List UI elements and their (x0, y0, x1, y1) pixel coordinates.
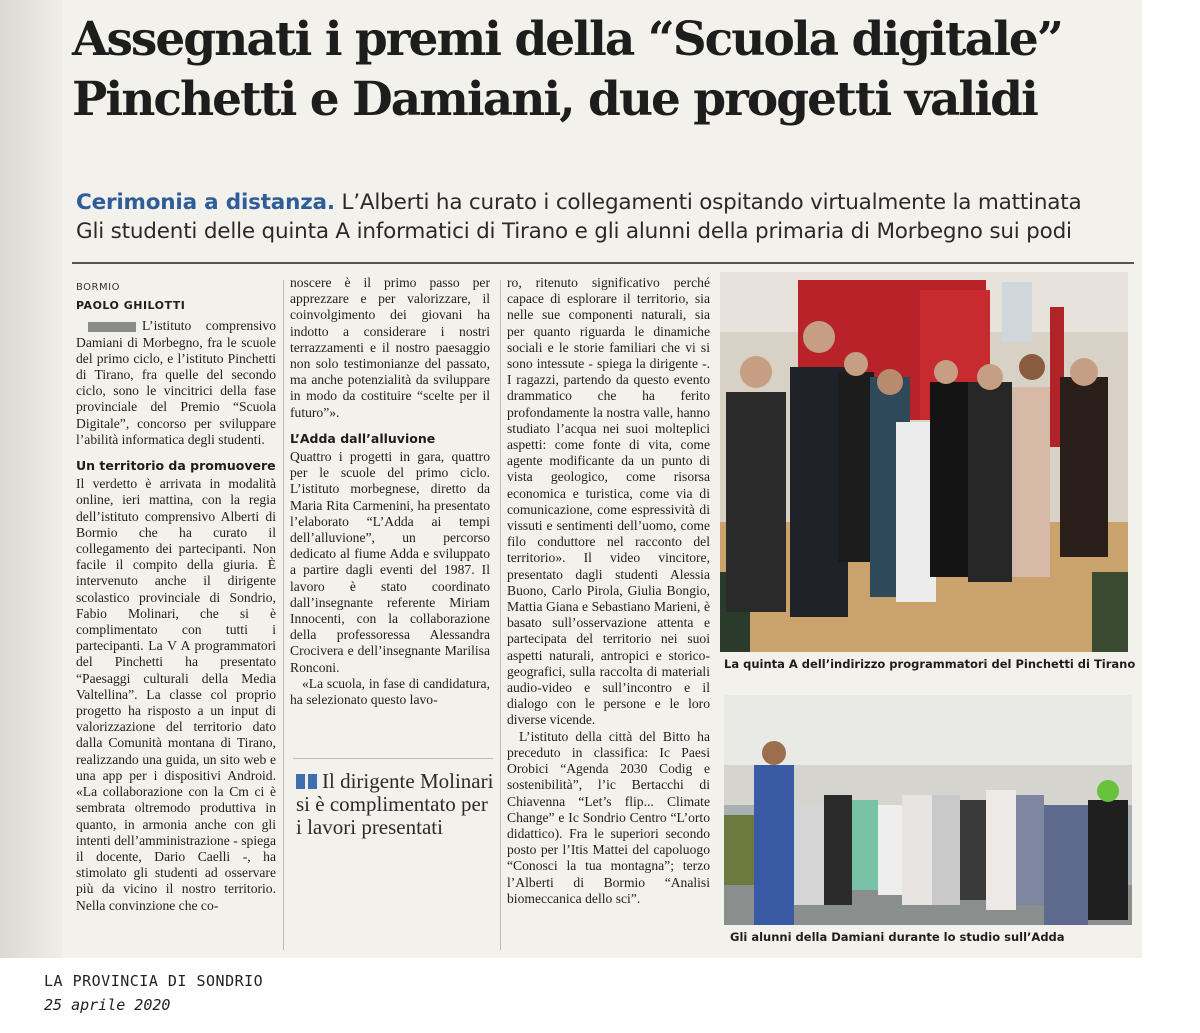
paragraph: Quattro i progetti in gara, quattro per le scuole del primo ciclo. L’istituto morbegnese, diretto da Maria Rita Carmenini, ha presentato l’elaborato “L’Adda ai tempi dell’alluvione”, un percorso dedicato al fiume Adda e sviluppato a partire dagli eventi del 1987. Il lavoro è stato coordinato dall’insegnante referente Miriam Innocenti, con la collaborazione della professoressa Alessandra Crocivera e dell’insegnante Marilisa Ronconi. (290, 449, 490, 675)
subheadline (76, 188, 1126, 246)
photo-2-illustration (724, 695, 1132, 925)
photo-class-pinchetti (720, 272, 1128, 652)
photo-1-illustration (720, 272, 1128, 652)
quote-marks-icon (296, 774, 322, 789)
photo-1-caption: La quinta A dell’indirizzo programmatori del Pinchetti di Tirano (724, 657, 1136, 671)
paragraph: L’istituto della città del Bitto ha preceduto in classifica: Ic Paesi Orobici “Agenda 2030 Codig e sostenibilità”, l’ic Bertacchi di Chiavenna “Let’s flip... Climate Change” e Ic Sondrio Centro “L’orto didattico). Fra le superiori secondo posto per l’Itis Mattei del capoluogo “Conosci la tua montagna”; terzo l’Alberti di Bormio “Analisi biomeccanica dello sci”. (507, 728, 710, 906)
date-label: 25 aprile 2020 (44, 996, 171, 1014)
headline-line-2: Pinchetti e Damiani, due progetti validi (72, 72, 1037, 127)
pullquote (296, 770, 496, 839)
subhead-lead: Cerimonia a distanza. (76, 190, 335, 215)
column-divider (283, 280, 284, 950)
pullquote-divider (293, 758, 493, 759)
headline-line-1: Assegnati i premi della “Scuola digitale” (72, 12, 1062, 67)
article-column-1 (76, 280, 276, 914)
pullquote-text: Il dirigente Molinari si è complimentato per i lavori presentati (296, 769, 494, 839)
column-divider (500, 280, 501, 950)
byline: PAOLO GHILOTTI (76, 299, 186, 313)
photo-damiani-students (724, 695, 1132, 925)
section-heading: Un territorio da promuovere (76, 458, 276, 474)
paragraph-marker (88, 322, 136, 332)
source-label: LA PROVINCIA DI SONDRIO (44, 972, 264, 990)
article-column-3 (507, 275, 710, 907)
subhead-line-2: Gli studenti delle quinta A informatici di Tirano e gli alunni della primaria di Morbegno sui podi (76, 219, 1072, 244)
header-divider (72, 262, 1134, 264)
paragraph-text: L’istituto comprensivo Damiani di Morbegno, fra le scuole del primo ciclo, e l’istituto Pinchetti di Tirano, fra quelle del secondo ciclo, sono le vincitrici della fase provinciale del Premio “Scuola Digitale”, concorso per sviluppare l’abilità informatica degli studenti. (76, 318, 276, 447)
photo-2-caption: Gli alunni della Damiani durante lo studio sull’Adda (730, 930, 1065, 944)
article-column-2 (290, 275, 490, 708)
paragraph: noscere è il primo passo per apprezzare e per valorizzare, il coinvolgimento dei giovani ha indotto a considerare i nostri terrazzamenti e il nostro paesaggio non solo testimonianze del passato, ma anche potenzialità da sviluppare in modo da costituire “scelte per il futuro”». (290, 275, 490, 420)
dateline: BORMIO (76, 282, 120, 293)
paragraph (76, 318, 276, 448)
headline (72, 10, 1132, 130)
subhead-line-1: L’Alberti ha curato i collegamenti ospitando virtualmente la mattinata (334, 190, 1082, 215)
paragraph: «La scuola, in fase di candidatura, ha selezionato questo lavo- (290, 675, 490, 708)
section-heading: L’Adda dall’alluvione (290, 430, 436, 446)
paragraph: ro, ritenuto significativo perché capace di esplorare il territorio, sia nelle sue componenti naturali, sia per quanto riguarda le dinamiche sociali e le storie familiari che vi si sono intessute - spiega la dirigente -. I ragazzi, partendo da questo evento drammatico che ha ferito profondamente la nostra valle, hanno studiato l’acqua nei suoi molteplici aspetti: come fonte di vita, come agente modificante da un punto di vista geologico, come risorsa economica e turistica, come via di comunicazione, come espressività di vissuti e sentimenti dell’uomo, come filo conduttore nel racconto del territorio». Il video vincitore, presentato dagli studenti Alessia Buono, Carlo Pirola, Giulia Bongio, Mattia Giana e Sebastiano Marieni, è basato sull’osservazione attenta e partecipata del territorio nei suoi aspetti naturali, antropici e storico-geografici, sulla raccolta di materiali audio-video e sull’incontro e il dialogo con le persone e le loro diverse vicende. (507, 275, 710, 728)
paragraph: Il verdetto è arrivata in modalità online, ieri mattina, con la regia dell’istituto comprensivo Alberti di Bormio che ha curato il collegamento dei partecipanti. Non facile il compito della giuria. È intervenuto anche il dirigente scolastico provinciale di Sondrio, Fabio Molinari, che si è complimentato con tutti i partecipanti. La V A programmatori del Pinchetti ha presentato “Paesaggi culturali della Media Valtellina”. La classe col proprio progetto ha risposto a un input di valorizzazione del territorio dato dalla Comunità montana di Tirano, realizzando una guida, un sito web e una app per i dispositivi Android. «La collaborazione con la Cm ci è sembrata oltremodo produttiva in quanto, in armonia anche con gli intenti dell’amministrazione - spiega il docente, Dario Caelli -, ha stimolato gli studenti ad osservare più da vicino il nostro territorio. Nella convinzione che co- (76, 476, 276, 913)
